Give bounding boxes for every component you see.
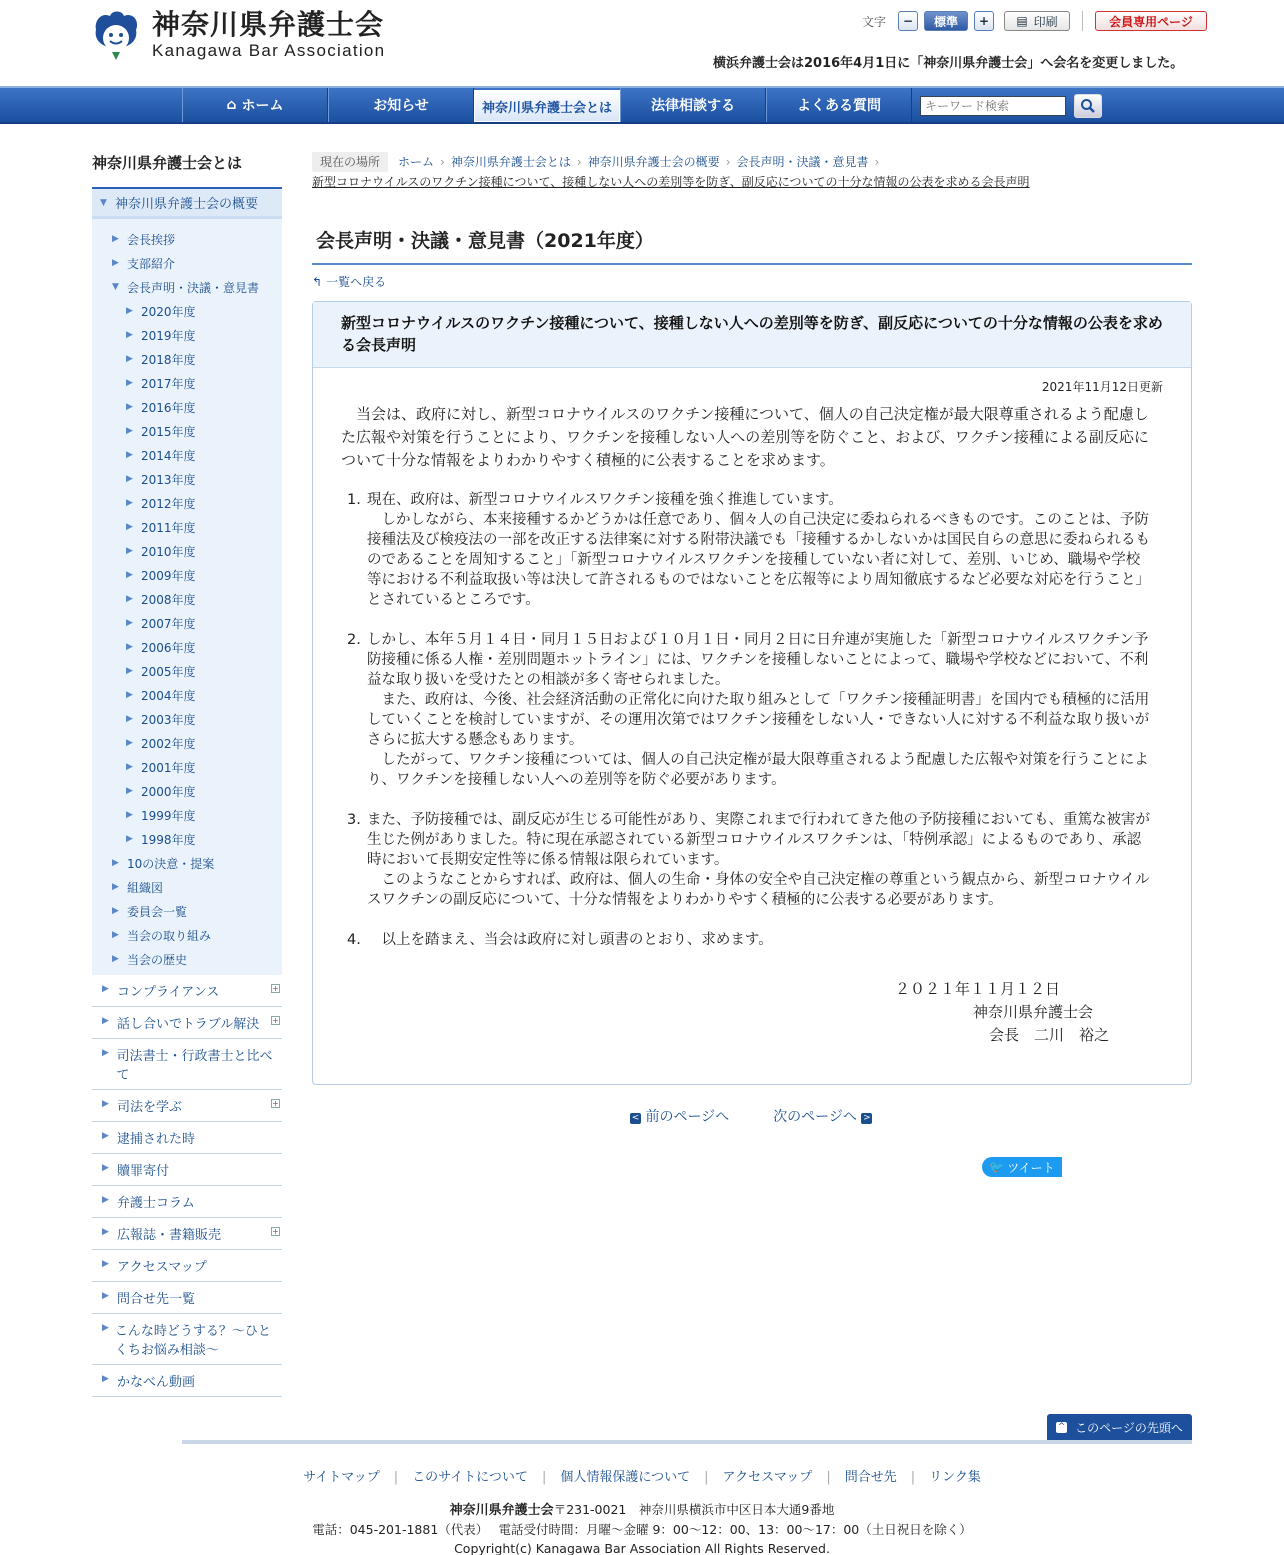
triangle-right-icon: ▶ <box>126 330 133 340</box>
sidebar-year-item[interactable] <box>92 539 282 563</box>
sidebar-subitem-label: 委員会一覧 <box>127 904 188 919</box>
footer-link[interactable]: 個人情報保護について <box>560 1470 691 1485</box>
point-number: 2. <box>347 632 361 648</box>
triangle-right-icon: ▶ <box>102 1195 109 1205</box>
sidebar-year-item-label: 2005年度 <box>141 664 196 679</box>
chevron-right-icon: › <box>725 155 731 169</box>
back-to-top-label: このページの先頭へ <box>1075 1420 1183 1435</box>
sidebar-item-label: 話し合いでトラブル解決 <box>117 1017 260 1032</box>
footer-link[interactable]: サイトマップ <box>303 1470 380 1485</box>
return-arrow-icon: ↰ <box>312 275 323 289</box>
footer-org: 神奈川県弁護士会 <box>449 1503 554 1518</box>
nav-home[interactable] <box>182 88 328 122</box>
triangle-right-icon: ▶ <box>102 1227 109 1237</box>
main-content <box>312 152 1192 1175</box>
triangle-right-icon: ▶ <box>112 882 119 892</box>
prev-label: 前のページへ <box>645 1109 730 1125</box>
triangle-right-icon: ▶ <box>126 378 133 388</box>
triangle-right-icon: ▶ <box>126 474 133 484</box>
sidebar-item-label: 広報誌・書籍販売 <box>117 1228 222 1243</box>
point-text: しかし、本年５月１４日・同月１５日および１０月１日・同月２日に日弁連が実施した「新型コロナウイルスワクチン予防接種に係る人権・差別問題ホットライン」には、ワクチンを接種しないことによって、職場や学校などにおいて、不利益な取り扱いを受けたとの相談が多く寄せられました。 また、政府は、今後、社会経済活動の正常化に向けた取り組みとして「ワクチン接種証明書」を国内でも積極的に活用していくことを検討していますが、その運用次第ではワクチン接種をしない人・できない人に対する不利益な取り扱いがさらに拡大する懸念もあります。 したがって、ワクチン接種については、個人の自己決定権が最大限尊重されるよう配慮した広報や対策を行うことにより、ワクチンを接種しない人への差別等を防ぐ必要があります。 <box>367 632 1150 788</box>
nav-faq[interactable]: よくある質問 <box>766 88 912 122</box>
expand-plus-icon[interactable]: + <box>272 1016 279 1025</box>
search-input[interactable] <box>920 96 1066 116</box>
nav-about[interactable]: 神奈川県弁護士会とは <box>474 90 620 122</box>
triangle-down-icon: ▼ <box>112 282 119 292</box>
sidebar-year-item-label: 2010年度 <box>141 544 196 559</box>
triangle-right-icon: ▶ <box>126 738 133 748</box>
triangle-right-icon: ▶ <box>126 570 133 580</box>
triangle-right-icon: ▶ <box>126 834 133 844</box>
member-page-button[interactable]: 会員専用ページ <box>1095 11 1207 31</box>
signature-date: ２０２１年１１月１２日 <box>895 980 1061 998</box>
triangle-down-icon: ▼ <box>100 197 107 208</box>
site-search <box>920 96 1102 118</box>
footer-link-divider: | <box>541 1470 547 1485</box>
sidebar-year-item[interactable] <box>92 779 282 803</box>
triangle-right-icon: ▶ <box>126 666 133 676</box>
text-smaller-button[interactable]: − <box>898 11 918 31</box>
text-larger-button[interactable]: + <box>974 11 994 31</box>
twitter-bird-icon: 🐦 <box>989 1160 1005 1174</box>
sidebar-year-item[interactable] <box>92 803 282 827</box>
triangle-right-icon: ▶ <box>126 786 133 796</box>
site-logo[interactable] <box>92 8 385 62</box>
sidebar-item[interactable] <box>92 1218 282 1250</box>
org-name-en: Kanagawa Bar Association <box>152 41 386 60</box>
site-header <box>0 0 1284 86</box>
expand-plus-icon[interactable]: + <box>272 984 279 993</box>
back-to-list-link[interactable] <box>312 273 1192 291</box>
triangle-right-icon: ▶ <box>126 522 133 532</box>
sidebar-year-item-label: 2007年度 <box>141 616 196 631</box>
triangle-right-icon: ▶ <box>102 1131 109 1141</box>
sidebar-year-item-label: 2001年度 <box>141 760 196 775</box>
sidebar-year-item[interactable] <box>92 827 282 851</box>
sidebar-subitem-statements-label: 会長声明・決議・意見書 <box>127 280 260 295</box>
triangle-right-icon: ▶ <box>126 306 133 316</box>
home-icon: ⌂ <box>226 97 237 113</box>
triangle-right-icon: ▶ <box>112 258 119 268</box>
sidebar-year-item-label: 2009年度 <box>141 568 196 583</box>
statement-lead: 当会は、政府に対し、新型コロナウイルスのワクチン接種について、個人の自己決定権が最大限尊重されるよう配慮した広報や対策を行うことにより、ワクチンを接種しない人への差別等を防ぐこと、および、ワクチン接種による副反応について十分な情報をよりわかりやすく積極的に公表することを求めます。 <box>341 405 1149 469</box>
sidebar-year-item[interactable] <box>92 635 282 659</box>
sidebar-year-item-label: 2020年度 <box>141 304 196 319</box>
sidebar-year-item[interactable] <box>92 299 282 323</box>
global-nav <box>0 86 1284 124</box>
sidebar-item-label: 司法書士・行政書士と比べて <box>116 1049 273 1083</box>
sidebar-item-label: コンプライアンス <box>117 985 220 1000</box>
sidebar-year-item-label: 2012年度 <box>141 496 196 511</box>
sidebar-year-item[interactable] <box>92 419 282 443</box>
point-text: 以上を踏まえ、当会は政府に対し頭書のとおり、求めます。 <box>367 932 773 948</box>
sidebar-year-item-label: 2006年度 <box>141 640 196 655</box>
point-number: 3. <box>347 812 361 828</box>
sidebar-item-label: 弁護士コラム <box>117 1196 195 1211</box>
triangle-right-icon: ▶ <box>126 618 133 628</box>
nav-home-label: ホーム <box>241 98 284 114</box>
article-title: 新型コロナウイルスのワクチン接種について、接種しない人への差別等を防ぎ、副反応についての十分な情報の公表を求める会長声明 <box>313 302 1191 368</box>
chevron-left-icon: < <box>631 1113 640 1123</box>
point-text: また、予防接種では、副反応が生じる可能性があり、実際これまで行われてきた他の予防接種においても、重篤な被害が生じた例がありました。特に現在承認されている新型コロナウイルスワクチンは、「特例承認」によるものであり、承認時において長期安定性等に係る情報は限られています。 このようなことからすれば、政府は、個人の生命・身体の安全や自己決定権の尊重という観点から、新型コロナウイルスワクチンの副反応について、十分な情報をよりわかりやすく積極的に公表する必要があります。 <box>367 812 1150 908</box>
sidebar-year-item[interactable] <box>92 443 282 467</box>
statement-point <box>347 810 1151 910</box>
sidebar-subitem[interactable] <box>92 899 282 923</box>
sidebar-item-label: こんな時どうする？～ひとくちお悩み相談～ <box>114 1324 271 1358</box>
footer-link[interactable]: 問合せ先 <box>844 1470 897 1485</box>
footer-phone: 電話：045-201-1881（代表） 電話受付時間：月曜～金曜 9：00～12：00、13：00～17：00（土日祝日を除く） <box>312 1522 972 1537</box>
sidebar-open-section <box>92 189 282 975</box>
sidebar-item[interactable] <box>92 1314 282 1365</box>
expand-plus-icon[interactable]: + <box>272 1227 279 1236</box>
sidebar-year-item-label: 2000年度 <box>141 784 196 799</box>
sidebar-subitem-label: 組織図 <box>127 880 164 895</box>
next-label: 次のページへ <box>773 1109 857 1125</box>
sidebar-year-item-label: 2017年度 <box>141 376 196 391</box>
triangle-right-icon: ▶ <box>102 1291 109 1301</box>
sidebar-year-item[interactable] <box>92 755 282 779</box>
triangle-right-icon: ▶ <box>102 1374 109 1384</box>
sidebar-title: 神奈川県弁護士会とは <box>92 152 282 189</box>
footer-address: 〒231-0021 神奈川県横浜市中区日本大通9番地 <box>553 1502 835 1517</box>
print-button[interactable] <box>1004 11 1070 31</box>
sidebar-item-label: 神奈川県弁護士会の概要 <box>115 197 259 212</box>
sidebar-item[interactable] <box>92 1154 282 1186</box>
triangle-right-icon: ▶ <box>126 426 133 436</box>
sidebar-item-label: アクセスマップ <box>117 1260 207 1275</box>
sidebar-year-item[interactable] <box>92 347 282 371</box>
sidebar-subitem[interactable] <box>92 251 282 275</box>
sidebar-year-item[interactable] <box>92 395 282 419</box>
footer-link[interactable]: アクセスマップ <box>722 1470 813 1485</box>
sidebar-subitem[interactable] <box>92 851 282 875</box>
tweet-label: ツイート <box>1007 1160 1055 1175</box>
sidebar-item-label: 逮捕された時 <box>117 1132 196 1147</box>
sidebar-item-label: かなべん動画 <box>117 1375 196 1390</box>
triangle-right-icon: ▶ <box>102 1048 109 1058</box>
sidebar-year-item-label: 1998年度 <box>141 832 196 847</box>
sidebar-item-label: 問合せ先一覧 <box>117 1292 196 1307</box>
sidebar-subitem[interactable] <box>92 875 282 899</box>
sidebar-item[interactable] <box>92 1282 282 1314</box>
triangle-right-icon: ▶ <box>112 954 119 964</box>
sidebar-subitem-label: 10の決意・提案 <box>127 856 215 871</box>
point-text: 現在、政府は、新型コロナウイルスワクチン接種を強く推進しています。 しかしながら、本来接種するかどうかは任意であり、個々人の自己決定に委ねられるべきものです。このことは、予防接種法及び検疫法の一部を改正する法律案に対する附帯決議でも「接種するかしないかは国民自らの意思に委ねられるものであることを周知すること」「新型コロナウイルスワクチンを接種していない者に対して、差別、いじめ、職場や学校等における不利益取扱い等は決して許されるものではないことを広報等により周知徹底するなど必要な対応を行うこと」とされているところです。 <box>367 492 1150 608</box>
text-standard-button[interactable]: 標準 <box>924 11 968 31</box>
sidebar-subitem-label: 当会の取り組み <box>127 928 212 943</box>
chevron-right-icon: › <box>576 155 582 169</box>
search-button[interactable] <box>1074 94 1102 118</box>
sidebar-year-item[interactable] <box>92 491 282 515</box>
chevron-right-icon: > <box>863 1113 871 1123</box>
sidebar-item-label: 司法を学ぶ <box>117 1100 183 1115</box>
triangle-right-icon: ▶ <box>112 930 119 940</box>
triangle-right-icon: ▶ <box>126 498 133 508</box>
prev-page-link[interactable] <box>630 1106 729 1126</box>
footer-link-divider: | <box>910 1470 916 1485</box>
point-number: 1. <box>347 492 361 508</box>
sidebar-year-item[interactable] <box>92 515 282 539</box>
sidebar-year-item[interactable] <box>92 731 282 755</box>
chevron-right-icon: › <box>440 155 445 169</box>
triangle-right-icon: ▶ <box>126 690 133 700</box>
tweet-button[interactable] <box>982 1157 1062 1177</box>
triangle-right-icon: ▶ <box>102 984 109 994</box>
triangle-right-icon: ▶ <box>126 642 133 652</box>
sidebar-subitem-label: 会長挨拶 <box>127 232 176 247</box>
sidebar-year-item[interactable] <box>92 563 282 587</box>
sidebar-item[interactable] <box>92 1186 282 1218</box>
breadcrumb-current: 新型コロナウイルスのワクチン接種について、接種しない人への差別等を防ぎ、副反応についての十分な情報の公表を求める会長声明 <box>312 175 1030 189</box>
print-label: 印刷 <box>1033 14 1058 29</box>
triangle-right-icon: ▶ <box>102 1016 109 1026</box>
triangle-right-icon: ▶ <box>102 1259 109 1269</box>
sidebar-year-item-label: 2002年度 <box>141 736 196 751</box>
footer-divider <box>182 1440 1192 1444</box>
sidebar-subtree <box>92 219 282 975</box>
sidebar-year-item-label: 2016年度 <box>141 400 196 415</box>
text-size-label: 文字 <box>862 14 887 29</box>
sidebar-item[interactable] <box>92 1122 282 1154</box>
signature-name: 会長 二川 裕之 <box>989 1026 1110 1044</box>
sidebar-year-item-label: 1999年度 <box>141 808 196 823</box>
sidebar-subitem[interactable] <box>92 227 282 251</box>
breadcrumb-here-label: 現在の場所 <box>312 152 388 172</box>
footer-info <box>0 1500 1284 1555</box>
sidebar-subitem-label: 支部紹介 <box>127 256 176 271</box>
sidebar-year-item[interactable] <box>92 707 282 731</box>
tools-divider <box>1082 11 1083 31</box>
signature-org: 神奈川県弁護士会 <box>973 1003 1094 1021</box>
nav-news[interactable]: お知らせ <box>328 88 474 122</box>
triangle-right-icon: ▶ <box>126 762 133 772</box>
statement-point <box>347 930 1151 950</box>
triangle-right-icon: ▶ <box>126 354 133 364</box>
printer-icon: ▤ <box>1016 14 1028 28</box>
header-tools <box>862 10 1207 32</box>
breadcrumb-link[interactable]: ホーム <box>398 155 435 169</box>
sidebar-subitem[interactable] <box>92 947 282 971</box>
back-label: 一覧へ戻る <box>326 275 387 289</box>
triangle-right-icon: ▶ <box>102 1099 109 1109</box>
search-icon <box>1080 98 1096 114</box>
nav-consult[interactable]: 法律相談する <box>620 88 766 122</box>
sidebar-year-item-label: 2008年度 <box>141 592 196 607</box>
statement-box <box>312 301 1192 1085</box>
footer-copyright: Copyright(c) Kanagawa Bar Association All Rights Reserved. <box>454 1541 830 1555</box>
sidebar-item[interactable] <box>92 1250 282 1282</box>
chevron-right-icon: › <box>874 155 880 169</box>
pager <box>630 1106 872 1126</box>
triangle-right-icon: ▶ <box>102 1163 109 1173</box>
sidebar-subitem-statements[interactable] <box>92 275 282 299</box>
sidebar-item[interactable] <box>92 1090 282 1122</box>
triangle-right-icon: ▶ <box>112 858 119 868</box>
sidebar-item[interactable] <box>92 1039 282 1090</box>
sidebar-year-item-label: 2018年度 <box>141 352 196 367</box>
footer-link-divider: | <box>393 1470 399 1485</box>
footer-link[interactable]: このサイトについて <box>412 1470 528 1485</box>
sidebar-year-item[interactable] <box>92 323 282 347</box>
statement-points <box>313 472 1191 950</box>
sidebar-item[interactable] <box>92 975 282 1007</box>
triangle-right-icon: ▶ <box>126 450 133 460</box>
footer-link[interactable]: リンク集 <box>929 1470 981 1485</box>
sidebar-subitem-label: 当会の歴史 <box>127 952 188 967</box>
triangle-right-icon: ▶ <box>126 546 133 556</box>
sidebar-year-item-label: 2003年度 <box>141 712 196 727</box>
sidebar <box>92 152 282 1397</box>
sidebar-year-item[interactable] <box>92 683 282 707</box>
triangle-right-icon: ▶ <box>102 1323 109 1333</box>
sidebar-year-item[interactable] <box>92 611 282 635</box>
logo-mascot-icon <box>92 8 140 62</box>
expand-plus-icon[interactable]: + <box>272 1099 279 1108</box>
sidebar-year-item-label: 2019年度 <box>141 328 196 343</box>
sidebar-item-overview[interactable] <box>92 189 282 219</box>
sidebar-year-item-label: 2004年度 <box>141 688 196 703</box>
sidebar-year-item-label: 2015年度 <box>141 424 196 439</box>
arrow-up-icon: ^ <box>1057 1421 1066 1432</box>
breadcrumb <box>312 152 1192 192</box>
sidebar-subitem[interactable] <box>92 923 282 947</box>
updated-date: 2021年11月12日更新 <box>1041 380 1163 394</box>
triangle-right-icon: ▶ <box>112 234 119 244</box>
sidebar-year-item[interactable] <box>92 371 282 395</box>
breadcrumb-link[interactable]: 会長声明・決議・意見書 <box>736 155 869 169</box>
footer-link-divider: | <box>704 1470 709 1485</box>
sidebar-items <box>92 975 282 1397</box>
sidebar-year-item-label: 2013年度 <box>141 472 196 487</box>
breadcrumb-link[interactable]: 神奈川県弁護士会の概要 <box>587 155 720 169</box>
org-name: 神奈川県弁護士会 <box>152 8 385 41</box>
rename-notice: 横浜弁護士会は2016年4月1日に「神奈川県弁護士会」へ会名を変更しました。 <box>713 56 1184 71</box>
footer-link-divider: | <box>826 1470 831 1485</box>
sidebar-year-item-label: 2014年度 <box>141 448 196 463</box>
next-page-link[interactable] <box>773 1106 872 1126</box>
sidebar-item-label: 贖罪寄付 <box>117 1164 170 1179</box>
statement-point <box>347 630 1151 790</box>
triangle-right-icon: ▶ <box>126 714 133 724</box>
footer-links <box>0 1466 1284 1485</box>
triangle-right-icon: ▶ <box>126 402 133 412</box>
sidebar-year-item[interactable] <box>92 587 282 611</box>
sidebar-year-item-label: 2011年度 <box>141 520 196 535</box>
triangle-right-icon: ▶ <box>126 594 133 604</box>
sidebar-year-item[interactable] <box>92 467 282 491</box>
statement-point <box>347 490 1151 610</box>
triangle-right-icon: ▶ <box>112 906 119 916</box>
page-title: 会長声明・決議・意見書（2021年度） <box>312 218 1192 265</box>
point-number: 4. <box>347 932 361 948</box>
breadcrumb-link[interactable]: 神奈川県弁護士会とは <box>450 155 571 169</box>
sidebar-item[interactable] <box>92 1365 282 1397</box>
triangle-right-icon: ▶ <box>126 810 133 820</box>
back-to-top-button[interactable] <box>1047 1414 1192 1440</box>
sidebar-year-item[interactable] <box>92 659 282 683</box>
sidebar-item[interactable] <box>92 1007 282 1039</box>
